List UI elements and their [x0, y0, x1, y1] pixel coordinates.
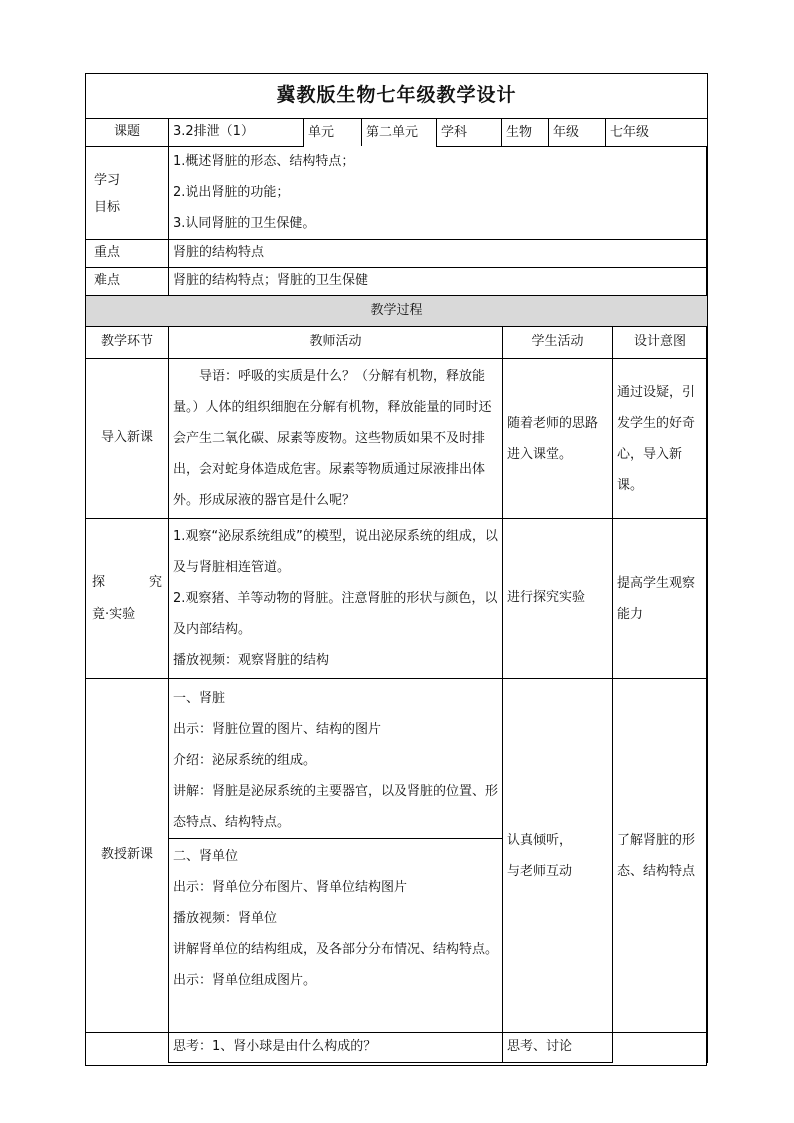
teach-row-part1: [86, 679, 708, 839]
intro-student-activity: 随着老师的思路进入课堂。: [503, 359, 613, 519]
topic-value: 3.2排泄（1）: [169, 119, 304, 147]
unit-value: 第二单元: [366, 125, 419, 141]
teach-part2-activity: [169, 839, 503, 1033]
column-header-stage: 教学环节: [86, 327, 169, 359]
grade-cell: [549, 119, 708, 147]
teach-student-activity: [503, 679, 613, 1033]
think-teacher-activity: 思考：1、肾小球是由什么构成的？: [169, 1033, 503, 1063]
objective-item: 2.说出肾脏的功能；: [173, 185, 290, 200]
objectives-label-line1: 学习: [94, 173, 121, 188]
topic-label: 课题: [86, 119, 169, 147]
column-header-student: 学生活动: [503, 327, 613, 359]
explore-stage-line1: 探 究: [92, 574, 162, 590]
explore-teacher-line: 1.观察“泌尿系统组成”的模型，说出泌尿系统的组成，以及与肾脏相连管道。: [173, 529, 498, 575]
objective-item: 1.概述肾脏的形态、结构特点；: [173, 154, 355, 169]
difficulty-label: 难点: [86, 268, 169, 296]
unit-label-text: 单元: [304, 119, 362, 146]
unit-label: [304, 119, 437, 147]
column-header-teacher: 教师活动: [169, 327, 503, 359]
subject-label: 学科: [437, 119, 502, 146]
teach-student-line1: 认真倾听，: [507, 832, 573, 848]
objectives-label: [86, 146, 169, 240]
subject-cell: [437, 119, 549, 147]
explore-stage-line2: 竟·实验: [92, 606, 136, 622]
teach-part1-line: 介绍：泌尿系统的组成。: [173, 753, 317, 768]
difficulty-text: 肾脏的结构特点；肾脏的卫生保健: [169, 268, 708, 296]
teach-part1-activity: [169, 679, 503, 839]
think-row: [86, 1033, 708, 1063]
objectives-label-line2: 目标: [94, 200, 121, 215]
teach-part1-line: 出示：肾脏位置的图片、结构的图片: [173, 722, 382, 737]
process-section-header: 教学过程: [86, 296, 708, 327]
column-header-row: [86, 327, 708, 359]
think-stage-cell: [86, 1033, 169, 1063]
intro-teacher-activity: 导语：呼吸的实质是什么？（分解有机物，释放能量。）人体的组织细胞在分解有机物，释放能量的同时还会产生二氧化碳、尿素等废物。这些物质如果不及时排出，会对蛇身体造成危害。尿素等物质通过尿液排出体外。形成尿液的器官是什么呢？: [169, 359, 503, 519]
document-title: 冀教版生物七年级教学设计: [86, 74, 708, 119]
intro-row: [86, 359, 708, 519]
objectives-row: [86, 146, 708, 240]
teach-part2-line: 播放视频：肾单位: [173, 911, 278, 926]
explore-teacher-line: 2.观察猪、羊等动物的肾脏。注意肾脏的形状与颜色，以及内部结构。: [173, 591, 498, 637]
grade-label: 年级: [549, 119, 606, 146]
teach-student-line2: 与老师互动: [507, 863, 573, 879]
objective-item: 3.认同肾脏的卫生保健。: [173, 216, 316, 231]
objectives-list: [169, 146, 708, 240]
teach-part2-line: 出示：肾单位组成图片。: [173, 973, 317, 988]
key-point-row: [86, 240, 708, 268]
grade-value: 七年级: [610, 125, 650, 140]
explore-teacher-activity: [169, 519, 503, 679]
teach-part1-line: 一、肾脏: [173, 691, 226, 706]
explore-student-activity: 进行探究实验: [503, 519, 613, 679]
teach-part2-line: 讲解肾单位的结构组成，及各部分分布情况、结构特点。: [173, 942, 499, 957]
teach-part2-line: 二、肾单位: [173, 849, 239, 864]
intro-design-intent: 通过设疑，引发学生的好奇心，导入新课。: [613, 359, 708, 519]
subject-value: 生物: [506, 125, 533, 140]
lesson-body-table: [85, 145, 708, 1063]
think-student-activity: 思考、讨论: [503, 1033, 613, 1063]
key-point-label: 重点: [86, 240, 169, 268]
think-intent-cell: [613, 1033, 708, 1063]
explore-stage-name: [86, 519, 169, 679]
teach-stage-name: 教授新课: [86, 679, 169, 1033]
key-point-text: 肾脏的结构特点: [169, 240, 708, 268]
intro-stage-name: 导入新课: [86, 359, 169, 519]
column-header-intent: 设计意图: [613, 327, 708, 359]
explore-design-intent: 提高学生观察能力: [613, 519, 708, 679]
explore-row: [86, 519, 708, 679]
lesson-plan-table: [85, 73, 708, 147]
difficulty-row: [86, 268, 708, 296]
teach-design-intent: 了解肾脏的形态、结构特点: [613, 679, 708, 1033]
teach-part1-line: 讲解：肾脏是泌尿系统的主要器官，以及肾脏的位置、形态特点、结构特点。: [173, 784, 499, 830]
info-row: [86, 119, 708, 147]
teach-part2-line: 出示：肾单位分布图片、肾单位结构图片: [173, 880, 408, 895]
explore-teacher-line: 播放视频：观察肾脏的结构: [173, 653, 330, 668]
